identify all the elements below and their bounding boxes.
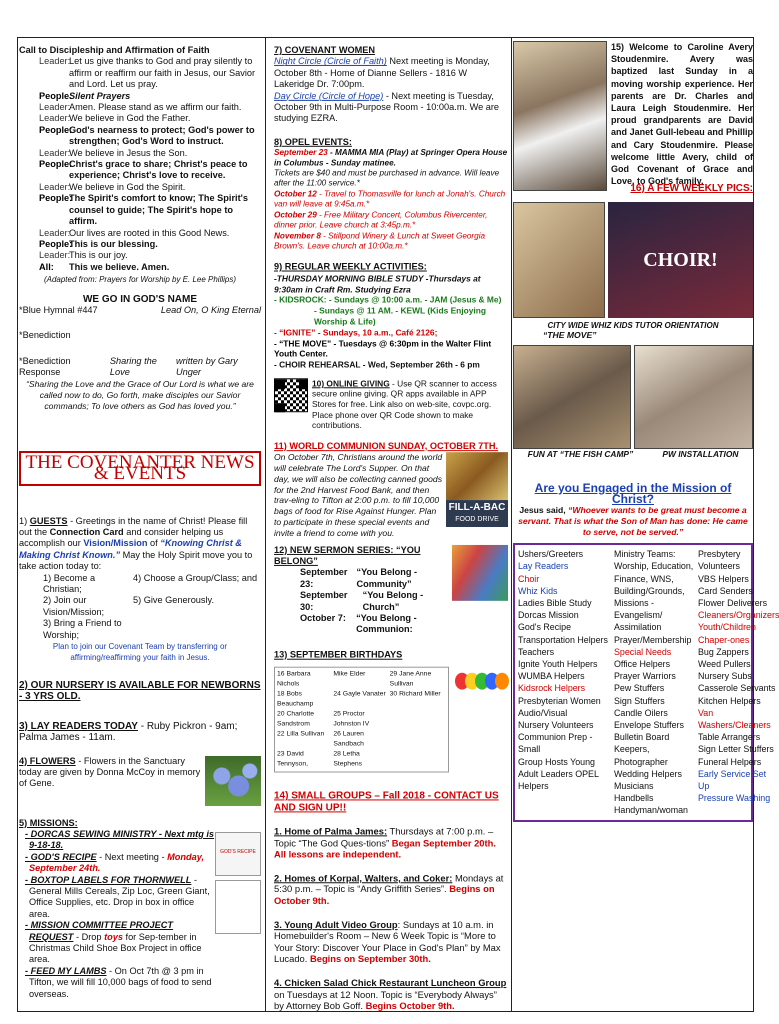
ministry-item: WUMBA Helpers [518,671,585,682]
world-communion-heading: 11) WORLD COMMUNION SUNDAY, OCTOBER 7TH. [274,441,499,452]
ministry-item: Sign Letter Stuffers [698,744,774,755]
litany-speaker: Leader: [39,227,71,238]
day-circle-link[interactable]: Day Circle (Circle of Hope) [274,90,384,101]
ministry-item: Teachers [518,646,555,657]
ministry-item: Handyman/woman [614,805,688,816]
missions-heading: 5) MISSIONS: [19,817,78,828]
sermon-title: “You Belong - Church” [362,590,424,612]
litany-speaker: Leader: [39,113,71,124]
activity-item: - “IGNITE” - Sundays, 10 a.m., Café 2126; [274,327,438,338]
mission-title: - DORCAS SEWING MINISTRY - Next mtg is 9-18-18. [25,828,215,851]
litany-row [19,56,261,90]
lay-readers: 3) LAY READERS TODAY - Ruby Pickron - 9am; Palma James - 11am. [19,720,238,744]
opel-heading: 8) OPEL EVENTS: [274,136,352,147]
litany-speaker: People: [39,193,73,204]
night-circle-link[interactable]: Night Circle (Circle of Faith) [274,56,387,67]
move-photo [513,202,605,318]
weekly-pics-heading: 16) A FEW WEEKLY PICS: [630,183,753,194]
litany-speaker: Leader: [39,181,71,192]
mission-title: - GOD'S RECIPE [25,851,97,862]
ministry-item: Audio/Visual [518,707,568,718]
ministry-column [614,548,698,816]
caption-the-move: “THE MOVE” [543,329,597,340]
group-name: 4. Chicken Salad Chick Restaurant Luncheon Group [274,977,507,989]
covenant-women-heading: 7) COVENANT WOMEN [274,44,376,55]
ministry-item: Choir [518,573,540,584]
you-belong-art [452,545,508,601]
litany-text: This is our joy. [69,250,128,261]
weekly-activities-heading: 9) REGULAR WEEKLY ACTIVITIES: [274,261,427,272]
litany-row [19,193,261,227]
birthday-entry: 18 Bobs Beauchamp [277,690,314,708]
sermon-item [300,590,452,613]
litany-speaker: Leader: [39,147,71,158]
sermon-date: September 30: [300,590,348,612]
birthday-entry: 24 Gayle Vanater [333,690,386,698]
ministry-opportunities-box [513,543,779,821]
step-item: 2) Join our Vision/Mission; [43,595,105,617]
engaged-heading: Are you Engaged in the Mission of Christ? [534,480,732,507]
litany-speaker: People: [39,90,73,101]
song-title: Sharing the Love [109,355,157,378]
canned-goods-photo [446,452,508,500]
group-text: Mondays at 5:30 p.m. – Topic is “Andy Griffith Series”. [274,872,504,895]
hymnal-number: *Blue Hymnal #447 [19,304,98,315]
ministry-item: VBS Helpers [698,573,749,584]
sermon-title: “You Belong - Communion: [356,612,417,635]
hymn-name: Lead On, O King Eternal [160,304,261,315]
call-title: Call to Discipleship and Affirmation of Faith [19,45,210,55]
ministry-item: Presbyterian Women [518,695,601,706]
birthday-entry: 23 David Tennyson, [277,750,308,768]
ministry-item: Adult Leaders OPEL [518,768,599,779]
ministry-item: Worship, Education, [614,561,694,572]
ministry-item: Ushers/Greeters [518,549,584,560]
ministry-item: Envelope Stuffers [614,720,684,731]
step-item: 3) Bring a Friend to Worship; [43,618,122,640]
ministry-item: Kidsrock Helpers [518,683,586,694]
group-start: Begins on October 9th. [274,883,495,907]
litany-row [19,182,261,193]
step-item [133,618,261,641]
online-giving: 10) ONLINE GIVING - Use QR scanner to access secure online giving. QR apps available in APP Stores for free. Link also on web-site, covpc.org. Place phone over QR Code shown to make contributions. [274,378,508,431]
benediction-response-line [19,356,261,379]
ministry-item: Presbytery Volunteers [698,549,741,572]
group-text: Thursdays at 7:00 p.m. – Topic “The God Ques-tions” [274,825,494,849]
ministry-item: Bug Zappers [698,646,749,657]
ministry-item: Helpers [518,781,549,792]
litany-row [19,228,261,239]
litany-text: This is our blessing. [69,238,158,249]
ministry-item: Lay Readers [518,561,569,572]
group-name: 3. Young Adult Video Group [274,918,398,930]
small-group-item [274,919,508,965]
sharing-text: “Sharing the Love and the Grace of Our Lord is what we are called now to do, Go forth, make disciples our Savior commands; To love others as God has loved you.” [26,378,254,412]
mission-item [19,966,215,1000]
litany-text: Christ's grace to share; Christ's peace to experience; Christ's love to receive. [69,159,248,181]
ministry-item: Building/Grounds, [614,585,685,596]
birthday-entry: 28 Letha Stephens [333,750,363,768]
ministry-item: Table Arrangers [698,732,761,743]
opel-date: November 8 [274,231,321,241]
ministry-item: Pew Stuffers [614,683,665,694]
activity-item: - “THE MOVE” - Tuesdays @ 6:30pm in the Walter Flint Youth Center. [274,337,492,359]
missions-list [19,829,215,1000]
birthday-entry: 30 Richard Miller [389,690,441,698]
ministry-item: Nursery Subs [698,671,752,682]
ministry-item: Ignite Youth Helpers [518,659,598,670]
litany-text: We believe in God the Spirit. [69,181,186,192]
litany-row [19,262,261,273]
caption-whiz-kids: CITY WIDE WHIZ KIDS TUTOR ORIENTATION [547,321,719,331]
litany-row [19,102,261,113]
litany [19,56,261,273]
opel-list [274,148,508,252]
opel-text: Tickets are $40 and must be purchased in advance. Will leave after the 11:00 service.* [274,168,500,189]
opel-date: October 29 [274,210,317,220]
litany-row [19,91,261,102]
litany-speaker: All: [39,261,54,272]
litany-text: Silent Prayers [69,90,131,101]
ministry-item: Van Washers/Cleaners [698,707,771,731]
birthdays-heading: 13) SEPTEMBER BIRTHDAYS [274,649,403,660]
birthday-table [274,667,449,773]
flowers-section: 4) FLOWERS - Flowers in the Sanctuary today are given by Donna McCoy in memory of Gene. [19,756,261,806]
ministry-item: Special Needs [614,646,672,657]
mission-title: - BOXTOP LABELS FOR THORNWELL [25,874,192,885]
mission-text: - Next meeting - [96,851,168,862]
activity-item: -THURSDAY MORNING BIBLE STUDY -Thursdays at 9:30am in Craft Rm. Studying Ezra [274,273,481,294]
ministry-item: Communion Prep -Small [518,732,593,755]
birthday-entry: 22 Lilla Sullivan [277,730,325,738]
sermon-item [300,567,452,590]
world-communion-text: On October 7th, Christians around the world will celebrate The Lord's Supper. On that day, we will also be collecting canned goods for the 2nd Harvest Food Bank, and then trav-eling to Tifton at 2:00 p.m. to fill 10,000 bags of food for Rise Against Hunger. Plan to participate in these special events and invite a friend to come with you. [274,452,443,538]
column-divider [511,37,512,1012]
steps-list [19,573,261,641]
ministry-item: Youth/Children Chaper-ones [698,622,756,645]
birthday-entry: Mike Elder [333,670,366,678]
ministry-item: Ministry Teams: [614,549,676,560]
opel-item [274,231,508,252]
ministry-item: Handbells [614,793,654,804]
litany-speaker: People: [39,238,73,249]
group-name: 2. Homes of Korpal, Walters, and Coker: [274,872,453,884]
baptism-photo [513,41,607,191]
ministry-item: Musicians [614,781,654,792]
litany-text: The Spirit's comfort to know; The Spirit's counsel to guide; The Spirit's hope to affirm. [69,193,248,227]
group-text: on Tuesdays at 12 Noon. Topic is “Everybody Always” by Attorney Bob Goff. [274,988,497,1012]
ministry-item: Candle Oilers [614,707,668,718]
activity-item: - CHOIR REHEARSAL - Wed, September 26th - 6 pm [274,359,480,370]
litany-text: God's nearness to protect; God's power to strengthen; God's Word to instruct. [69,124,255,147]
ministry-item: Casserole Servants [698,683,776,694]
opel-item [274,210,508,231]
nursery-heading: 2) OUR NURSERY IS AVAILABLE FOR NEWBORNS - 3 YRS OLD. [19,679,261,703]
litany-row [19,159,261,182]
ministry-item: Early Service Set Up [698,768,767,792]
ministry-item: Flower Deliverers [698,598,768,609]
sermon-date: September 23: [300,567,348,589]
ministry-item: Group Hosts Young [518,756,595,767]
mission-text: - Drop [73,931,105,942]
gods-recipe-logo: GOD'S RECIPE [215,832,261,876]
we-go-heading: WE GO IN GOD'S NAME [82,293,198,305]
litany-row [19,125,261,148]
column-divider [265,37,266,1012]
birthday-entry: 16 Barbara Nichols [277,670,311,688]
small-groups-heading: 14) SMALL GROUPS – Fall 2018 - CONTACT US AND SIGN UP!! [274,790,499,814]
step-item: 4) Choose a Group/Class; and [133,572,258,583]
ministry-item: Card Senders [698,585,753,596]
qr-code[interactable] [274,378,308,412]
choir-photo: CHOIR! [608,202,753,318]
ministry-item: Wedding Helpers [614,768,682,779]
mission-highlight: Monday, September 24th. [29,851,205,874]
ministry-item: Whiz Kids [518,585,558,596]
fish-camp-photo [513,345,631,449]
litany-text: We believe in Jesus the Son. [69,147,188,158]
benediction: *Benediction [19,330,71,341]
mission-item [19,829,215,852]
litany-text: Amen. Please stand as we affirm our faith. [69,102,242,113]
step-item: 5) Give Generously. [133,595,215,606]
activity-item: - Sundays @ 11 AM. - KEWL (Kids Enjoying Worship & Life) [314,305,486,327]
litany-row [19,250,261,261]
litany-speaker: Leader: [39,102,71,113]
litany-speaker: Leader: [39,250,71,261]
litany-text: We believe in God the Father. [69,113,191,124]
sermon-date: October 7: [300,612,346,623]
birthday-entry [390,750,446,770]
feed-my-lambs-image [215,880,261,934]
ministry-item: Sign Stuffers [614,695,665,706]
sermon-list [274,567,452,635]
birthday-entry: 20 Charlotte Sandstrom [277,710,315,728]
litany-row [19,113,261,124]
middle-column: 7) COVENANT WOMEN Night Circle (Circle of Faith) Next meeting is Monday, October 8th - Home of Dianne Sellers - 1816 W Lakeridge Dr. 7:00pm. Day Circle (Circle of Hope) - Next meeting is Tuesday, October 9th in Multi-Purpose Room - 10:00a.m. We are studying EZRA. 8) OPEL EVENTS: September 23 - MAMMA MIA (Play) at Springer Opera House in Columbus - Sunday matinee. Tickets are $40 and must be purchased in advance. Will leave after the 11:00 service.* October 12 - Travel to Thomasville for lunch at Jonah's. Church van will leave at 9:45a.m.* October 29 - Free Military Concert, Columbus Rivercenter, dinner prior. Leave church at 3:45p.m.* November 8 - Stillpond Winery & Lunch at Sweet Georgia Brown's. Leave church at 10:00a.m.* 9) REGULAR WEEKLY ACTIVITIES: -THURSDAY MORNING BIBLE STUDY -Thursdays at 9:30am in Craft Rm. Studying Ezra - KIDSROCK: - Sundays @ 10:00 a.m. - JAM (Jesus & Me) - Sundays @ 11 AM. - KEWL (Kids Enjoying Worship & Life) - “IGNITE” - Sundays, 10 a.m., Café 2126; - “THE MOVE” - Tuesdays @ 6:30pm in the Walter Flint Youth Center. - CHOIR REHEARSAL - Wed, September 26th - 6 pm 10) ONLINE GIVING - Use QR scanner to access secure online giving. QR apps available in APP Stores for free. Link also on web-site, covpc.org. Place phone over QR Code shown to make contributions. 11) WORLD COMMUNION SUNDAY, OCTOBER 7TH. On October 7th, Christians around the world will celebrate The Lord's Supper. On that day, we will also be collecting canned goods for the 2nd Harvest Food Bank, and then trav-eling to Tifton at 2:00 p.m. to fill 10,000 bags of food for Rise Against Hunger. Plan to participate in these special events and invite a friend to come with you. FILL-A-BAC FOOD DRIVE 12) NEW SERMON SERIES: “YOU BELONG” September 23: “You Belong - Community” September 30: “You Belong - Church” October 7: “You Belong - Communion: 13) SEPTEMBER BIRTHDAYS 16 Barbara Nichols Mike Elder 29 Jane Anne Sullivan 18 Bobs Beauchamp 24 Gayle Vanater 30 Richard Miller 20 Charlotte Sandstrom 25 Proctor Johnston IV 22 Lilla Sullivan 26 Lauren Sandbach 23 David Tennyson, 28 Letha Stephens 14) SMALL GROUPS – Fall 2018 - CONTACT US AND SIGN UP!! 1. Home of Palma James: Thursdays at 7:00 p.m. – Topic “The God Ques-tions” Began September 20th. All lessons are independent. 2. Homes of Korpal, Walters, and Coker: Mondays at 5:30 p.m. – Topic is “Andy Griffith Series”. Begins on October 9th. 3. Young Adult Video Group: Sundays at 10 a.m. in Homebuilder's Room – New 6 Week Topic is “More to Your Story: Discover Your Place in God's Plan” by Max Lucado. Begins on September 30th. 4. Chicken Salad Chick Restaurant Luncheon Group on Tuesdays at 12 Noon. Topic is “Everybody Always” by Attorney Bob Goff. Begins October 9th. [274,44,508,1012]
benediction-response: *Benediction Response [19,355,71,378]
ministry-item: Ladies Bible Study [518,598,592,609]
ministry-item: Pressure Washing [698,793,771,804]
birthday-entry: 25 Proctor Johnston IV [333,710,370,728]
birthday-entry: 26 Lauren Sandbach [333,730,364,748]
mission-text: - On Oct 7th @ 3 pm in Tifton, we will fill 10,000 bags of food to send overseas. [29,965,212,999]
activity-item: - KIDSROCK: - Sundays @ 10:00 a.m. - JAM (Jesus & Me) [274,294,502,305]
ministry-item: Office Helpers [614,659,671,670]
weekly-activities-list [274,273,508,370]
ministry-item: Finance, WNS, [614,573,674,584]
birthday-entry [390,730,446,750]
litany-row [19,239,261,250]
opel-date: September 23 [274,148,328,158]
sermon-series-heading: 12) NEW SERMON SERIES: “YOU BELONG” [274,544,421,566]
mission-item [19,920,215,966]
ministry-item: Prayer/Membership [614,634,692,645]
small-groups-list [274,825,508,1011]
small-group-item [274,977,508,1012]
ministry-item: Prayer Warriors [614,671,676,682]
mission-title: - FEED MY LAMBS [25,965,107,976]
birthday-entry [390,710,446,730]
step-item: 1) Become a Christian; [43,572,96,595]
ministry-item: Bulletin Board Keepers, [614,732,670,755]
ministry-item: Missions - Evangelism/ [614,598,663,621]
adapted-note: (Adapted from: Prayers for Worship by E. Lee Phillips) [43,275,237,285]
opel-date: October 12 [274,189,317,199]
litany-text: This we believe. Amen. [69,261,170,272]
mission-text: - General Mills Cereals, Zip Loc, Green Giant, Office Supplies, etc. Drop in box in office area. [29,874,210,919]
ministry-column [698,548,779,816]
opel-item [274,169,508,190]
guests-paragraph: 1) GUESTS - Greetings in the name of Christ! Please fill out the Connection Card and consider helping us accomplish our Vision/Mission of “Knowing Christ & Making Christ Known.” May the Holy Spirit move you to take action today to: [19,515,253,572]
ministry-item: Dorcas Mission [518,610,579,621]
ministry-item: Transportation Helpers [518,634,608,645]
mission-item [19,852,215,875]
litany-row [19,148,261,159]
ministry-item: Cleaners/Organizers [698,610,779,621]
ministry-column [518,548,614,816]
mission-item [19,875,215,921]
mission-text: for Sep-tember in Christmas Child Shoe Box Project in office area. [29,931,202,965]
ministry-item: Kitchen Helpers [698,695,761,706]
ministry-item: Weed Pullers [698,659,751,670]
sermon-title: “You Belong - Community” [356,567,418,589]
opel-text: - Travel to Thomasville for lunch at Jonah's. Church van will leave at 9:45a.m.* [274,189,506,209]
ministry-item: Assimilation [614,622,662,633]
pw-installation-photo [634,345,753,449]
litany-speaker: Leader: [39,56,71,67]
opel-text: - Stillpond Winery & Lunch at Sweet Georgia Brown's. Leave church at 10:00a.m.* [274,231,486,251]
group-start: Begins on September 30th. [309,953,431,965]
litany-speaker: People: [39,124,73,135]
missions-section [19,818,261,1001]
group-start: Began September 20th. All lessons are independent. [274,837,496,860]
litany-speaker: People: [39,159,73,170]
small-group-item [274,825,508,860]
balloons-icon [449,667,508,773]
opel-text: - MAMMA MIA (Play) at Springer Opera House in Columbus - Sunday matinee. [274,148,508,168]
birthday-entry: 29 Jane Anne Sullivan [389,670,432,688]
caption-fish-camp: FUN AT “THE FISH CAMP” [527,449,634,460]
sermon-item [300,613,452,636]
fill-a-bac-poster: FILL-A-BAC FOOD DRIVE [446,500,508,527]
ministry-item: Funeral Helpers [698,756,762,767]
mission-highlight: toys [104,931,123,942]
jesus-quote: “Whoever wants to be great must become a servant. That is what the Son of Man has done: He came to serve, not be served.” [518,505,748,537]
group-start: Begins October 9th. [365,1000,455,1012]
right-column: 15) Welcome to Caroline Avery Stoudenmire. Avery was baptized last Sunday in a moving worship experience. Her parents are Dr. Charles and Laura Leigh Stoudenmire. Her proud grandparents are David and Janet Gull-lebeau and Phillip and Cary Stoudenmire. Please welcome little Avery, child of God Covenant of Grace and Love, to God's family. 16) A FEW WEEKLY PICS: CHOIR! CITY WIDE WHIZ KIDS TUTOR ORIENTATION “THE MOVE” FUN AT “THE FISH CAMP” PW INSTALLATION Are you Engaged in the Mission of Christ? Jesus said, “Whoever wants to be great must become a servant. That is what the Son of Man has done: He came to serve, not be served.” Ushers/Greeters Lay Readers Choir Whiz Kids Ladies Bible Study Dorcas Mission God's Recipe Transportation Helpers Teachers Ignite Youth Helpers WUMBA Helpers Kidsrock Helpers Presbyterian Women Audio/Visual Nursery Volunteers Communion Prep -Small Group Hosts Young Adult Leaders OPEL Helpers Ministry Teams: Worship, Education, Finance, WNS, Building/Grounds, Missions - Evangelism/ Assimilation Prayer/Membership Special Needs Office Helpers Prayer Warriors Pew Stuffers Sign Stuffers Candle Oilers Envelope Stuffers Bulletin Board Keepers, Photographer Wedding Helpers Musicians Handbells Handyman/woman Presbytery Volunteers VBS Helpers Card Senders Flower Deliverers Cleaners/Organizers Youth/Children Chaper-ones Bug Zappers Weed Pullers Nursery Subs Casserole Servants Kitchen Helpers Van Washers/Cleaners Table Arrangers Sign Letter Stuffers Funeral Helpers Early Service Set Up Pressure Washing [513,37,753,822]
left-column [19,37,261,1000]
hymn-line [19,305,261,316]
plan-note: Plan to join our Covenant Team by transferring or affirming/reaffirming your faith in Jesus. [52,642,228,663]
song-author: written by Gary Unger [175,355,238,378]
opel-item [274,148,508,169]
small-group-item [274,872,508,907]
mission-title: - MISSION COMMITTEE PROJECT REQUEST [25,920,174,942]
opel-item [274,190,508,211]
ministry-item: Nursery Volunteers [518,720,594,731]
caption-pw: PW INSTALLATION [662,449,739,460]
flowers-photo [205,756,261,806]
litany-text: Our lives are rooted in this Good News. [69,227,230,238]
news-banner: THE COVENANTER NEWS & EVENTS [19,451,261,486]
ministry-item: God's Recipe [518,622,571,633]
ministry-item: Photographer [614,756,668,767]
litany-text: Let us give thanks to God and pray silently to affirm or reaffirm our faith in Jesus, our Savior and Lord. Let us pray. [69,56,256,90]
welcome-text: 15) Welcome to Caroline Avery Stoudenmire. Avery was baptized last Sunday in a moving worship experience. Her parents are Dr. Charles and Laura Leigh Stoudenmire. Her proud grandparents are David and Janet Gull-lebeau and Phillip and Cary Stoudenmire. Please welcome little Avery, child of God Covenant of Grace and Love, to God's family. [611,42,753,187]
group-text: : Sundays at 10 a.m. in Homebuilder's Room – New 6 Week Topic is “More to Your Story: Discover Your Place in God's Plan” by Max Lucado. [274,918,501,965]
group-name: 1. Home of Palma James: [274,825,388,837]
opel-text: - Free Military Concert, Columbus Rivercenter, dinner prior. Leave church at 3:45p.m.* [274,210,488,230]
